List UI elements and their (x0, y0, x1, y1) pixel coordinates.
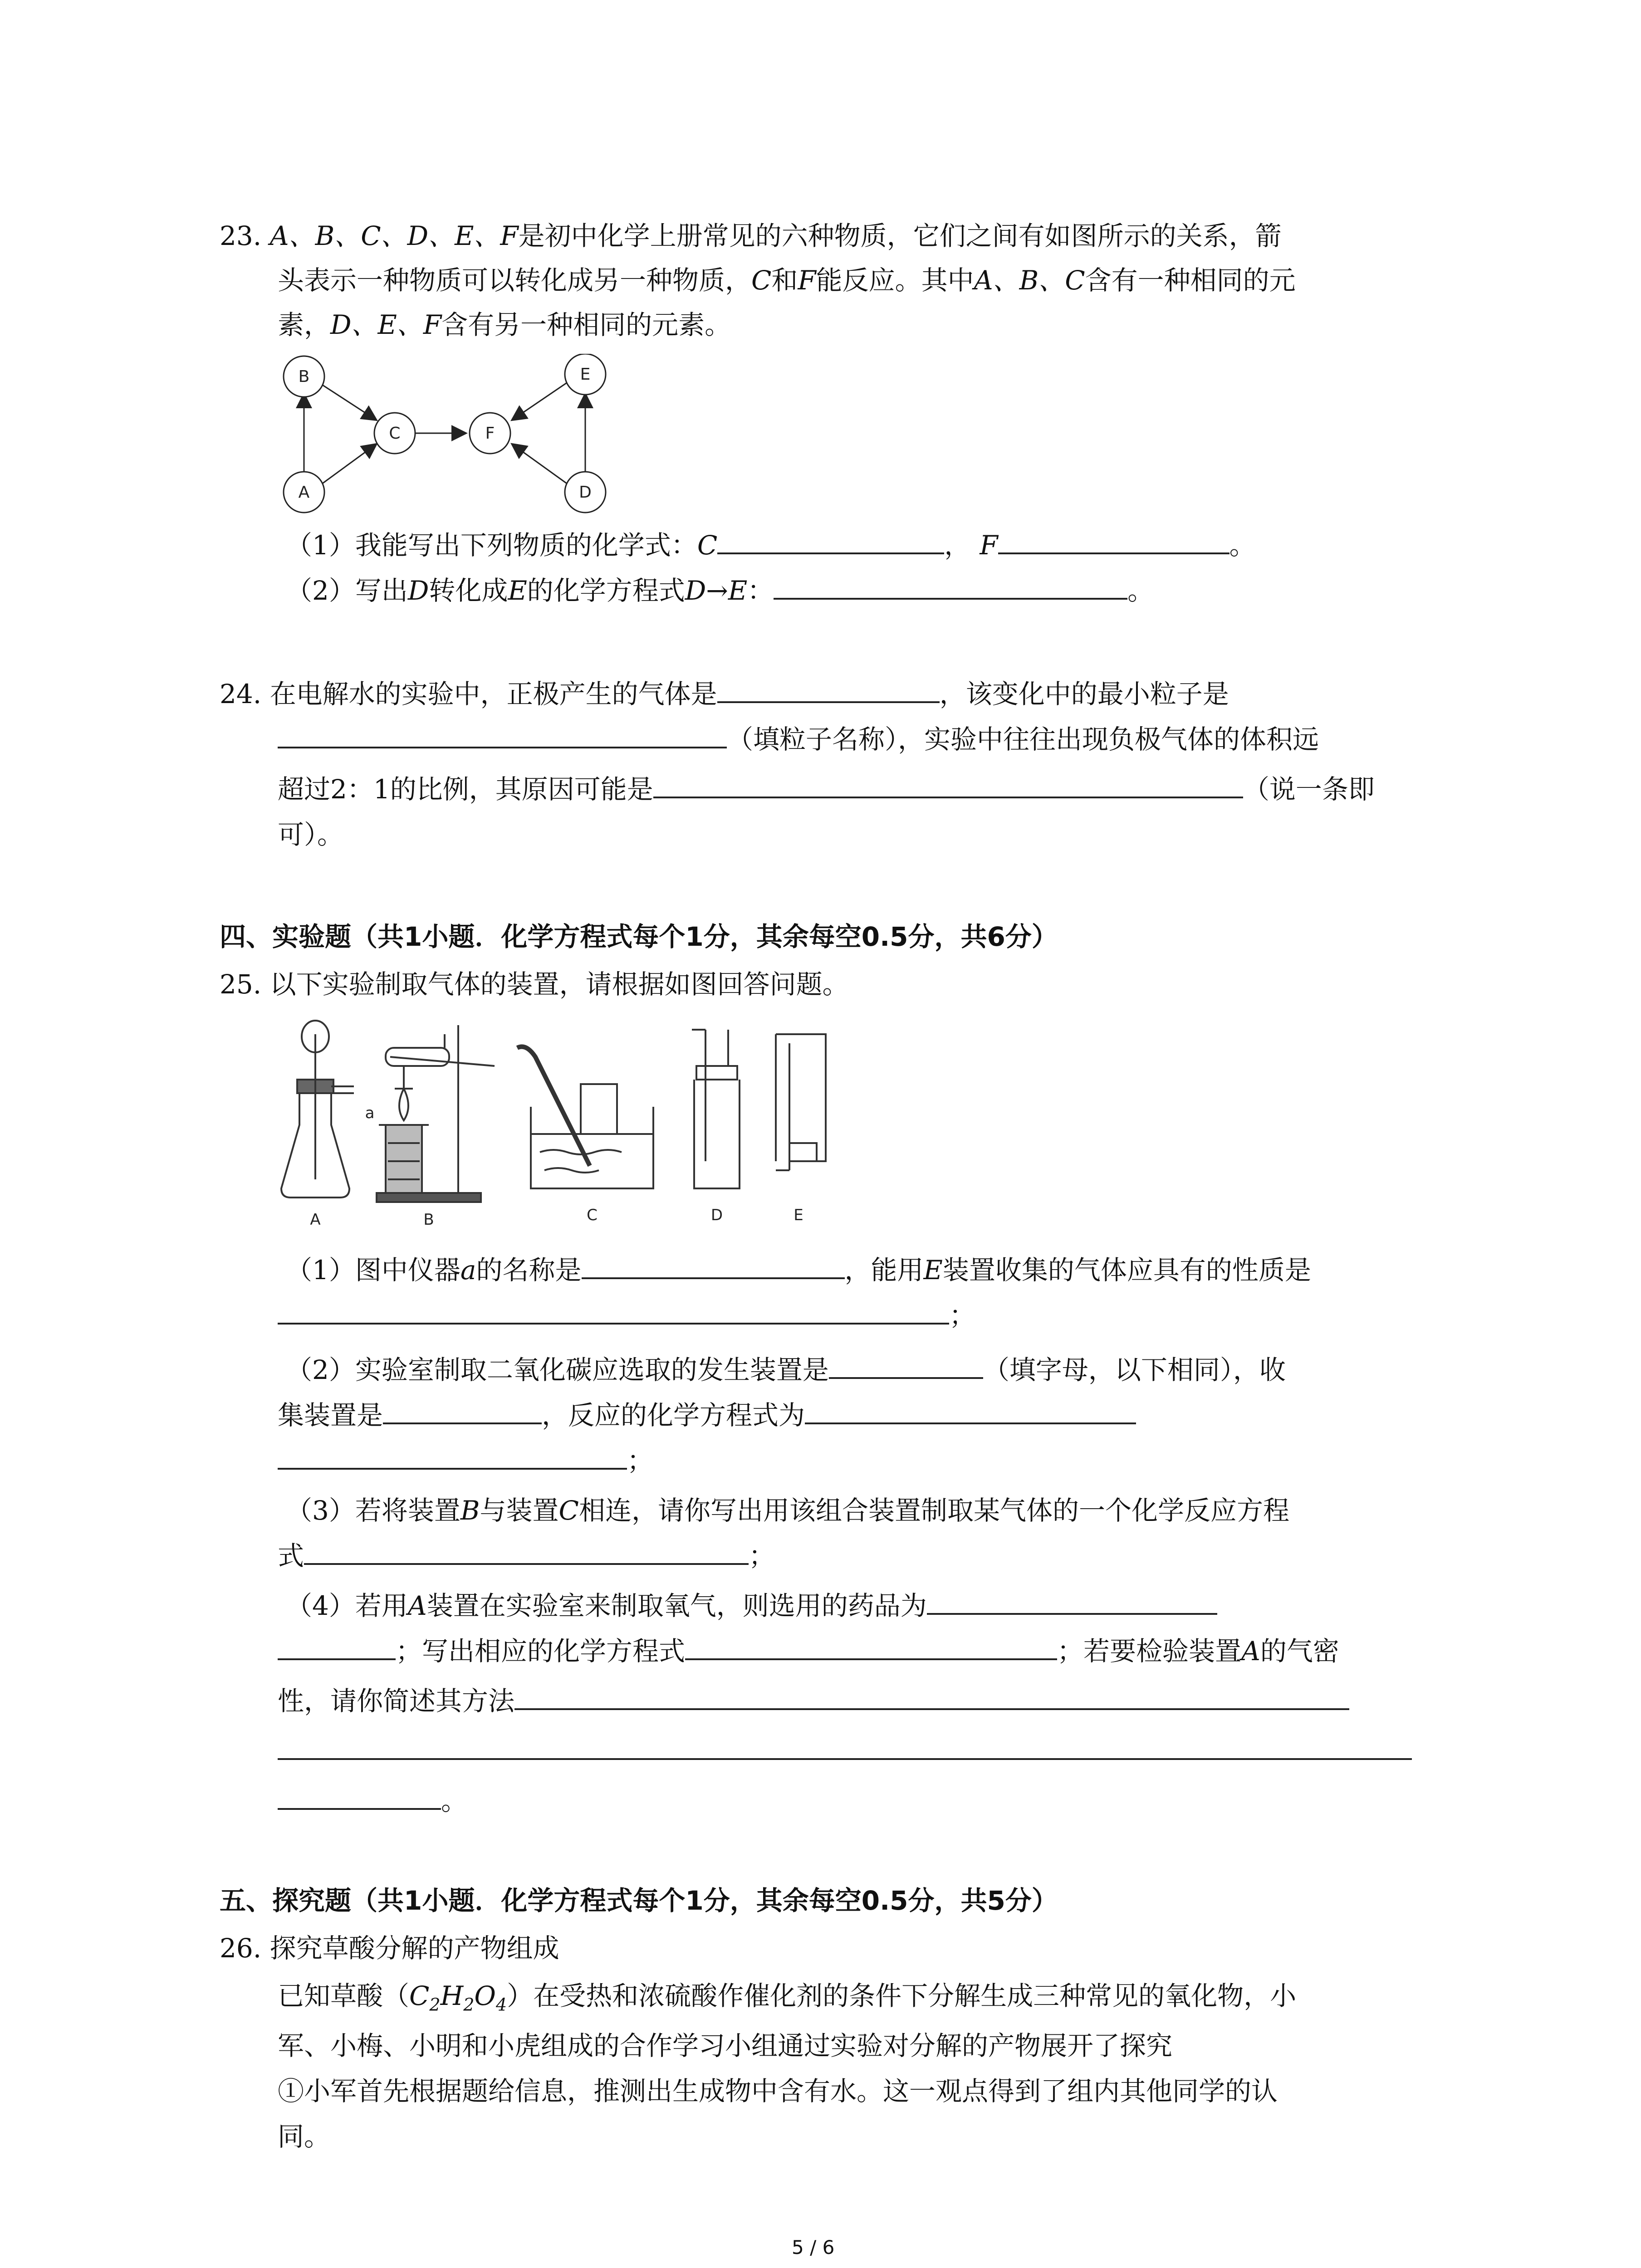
node-label: B (298, 367, 310, 386)
q26-line-1: 已知草酸$(C_2H_2O_4)$在受热和浓硫酸作催化剂的条件下分解生成三种常见的氧化物，小 (278, 1980, 1297, 2015)
q24-line-2: （填粒子名称），实验中往往出现负极气体的体积远 (278, 721, 1319, 758)
q25-sub-2c: ； (278, 1442, 653, 1479)
answer-blank[interactable] (278, 1783, 441, 1810)
q23-line-1: 23. A、B、C、D、E、F是初中化学上册常见的六种物质，它们之间有如图所示的关系，箭 (220, 220, 1282, 251)
q25-sub-4: （4）若用A装置在实验室来制取氧气，则选用的药品为 (286, 1588, 1217, 1624)
answer-blank[interactable] (774, 572, 1127, 600)
apparatus-label: A (310, 1211, 321, 1229)
q25-apparatus-figure (272, 1016, 880, 1234)
section-4-title: 四、实验题（共1小题．化学方程式每个1分，其余每空0.5分，共6分） (220, 921, 1058, 952)
answer-blank[interactable] (278, 1442, 627, 1470)
apparatus-A (281, 1021, 354, 1198)
q26-line-4: 同。 (278, 2121, 331, 2152)
q26-line-3: ①小军首先根据题给信息，推测出生成物中含有水。这一观点得到了组内其他同学的认 (278, 2076, 1278, 2107)
node-label: C (389, 424, 401, 443)
answer-blank[interactable] (514, 1683, 1349, 1710)
node-label: F (485, 424, 495, 443)
q25-sub-4d (278, 1733, 1412, 1769)
q25-sub-2b: 集装置是 ，反应的化学方程式为 (278, 1397, 1136, 1433)
q24-line-3: 超过2：1的比例，其原因可能是 （说一条即 (278, 771, 1375, 807)
apparatus-label: C (587, 1206, 598, 1224)
apparatus-D (692, 1030, 740, 1188)
q24-line-1: 24. 在电解水的实验中，正极产生的气体是 ，该变化中的最小粒子是 (220, 676, 1229, 712)
answer-blank[interactable] (278, 1633, 396, 1660)
q23-relationship-diagram (272, 354, 626, 517)
q23-line-3: 素，D、E、F含有另一种相同的元素。 (278, 309, 731, 340)
apparatus-E (776, 1034, 826, 1170)
answer-blank[interactable] (304, 1538, 749, 1565)
answer-blank[interactable] (278, 721, 727, 748)
node-label: E (580, 365, 591, 384)
answer-blank[interactable] (383, 1397, 542, 1424)
q25-sub-1: （1）图中仪器a的名称是 ，能用E装置收集的气体应具有的性质是 (286, 1252, 1311, 1288)
node-label: D (579, 483, 592, 502)
q23-line-2: 头表示一种物质可以转化成另一种物质，C和F能反应。其中A、B、C含有一种相同的元 (278, 265, 1296, 296)
apparatus-label: E (794, 1206, 803, 1224)
answer-blank[interactable] (998, 527, 1230, 554)
q24-line-4: 可）。 (278, 819, 344, 850)
answer-blank[interactable] (805, 1397, 1136, 1424)
node-label: A (298, 483, 310, 502)
q23-sub-2: （2）写出D转化成E的化学方程式D→E： 。 (286, 572, 1154, 609)
answer-blank[interactable] (717, 527, 944, 554)
q25-sub-3: （3）若将装置B与装置C相连，请你写出用该组合装置制取某气体的一个化学反应方程 (286, 1495, 1289, 1526)
answer-blank[interactable] (278, 1733, 1412, 1760)
instrument-a-label: a (365, 1104, 375, 1122)
apparatus-C (517, 1047, 653, 1189)
q25-sub-1b: ； (278, 1297, 975, 1334)
q25-sub-4c: 性，请你简述其方法 (278, 1683, 1349, 1719)
answer-blank[interactable] (278, 1297, 949, 1325)
answer-blank[interactable] (685, 1633, 1057, 1660)
page-number: 5 / 6 (792, 2236, 835, 2258)
q25-sub-3b: 式 ； (278, 1538, 775, 1574)
answer-blank[interactable] (927, 1588, 1217, 1615)
q23-sub-1: （1）我能写出下列物质的化学式：C ， F 。 (286, 527, 1256, 563)
q25-intro: 25. 以下实验制取气体的装置，请根据如图回答问题。 (220, 969, 849, 1000)
q25-sub-2: （2）实验室制取二氧化碳应选取的发生装置是 （填字母，以下相同），收 (286, 1352, 1286, 1388)
q25-sub-4b: ；写出相应的化学方程式 ；若要检验装置A的气密 (278, 1633, 1339, 1669)
q25-sub-4e: 。 (278, 1783, 467, 1819)
answer-blank[interactable] (582, 1252, 845, 1279)
section-5-title: 五、探究题（共1小题．化学方程式每个1分，其余每空0.5分，共5分） (220, 1885, 1058, 1916)
apparatus-label: D (710, 1206, 723, 1224)
apparatus-B (377, 1025, 495, 1202)
answer-blank[interactable] (829, 1352, 983, 1379)
answer-blank[interactable] (717, 676, 940, 703)
apparatus-label: B (423, 1211, 434, 1229)
q26-line-2: 军、小梅、小明和小虎组成的合作学习小组通过实验对分解的产物展开了探究 (278, 2030, 1173, 2061)
answer-blank[interactable] (653, 771, 1243, 798)
q26-title: 26. 探究草酸分解的产物组成 (220, 1933, 559, 1964)
